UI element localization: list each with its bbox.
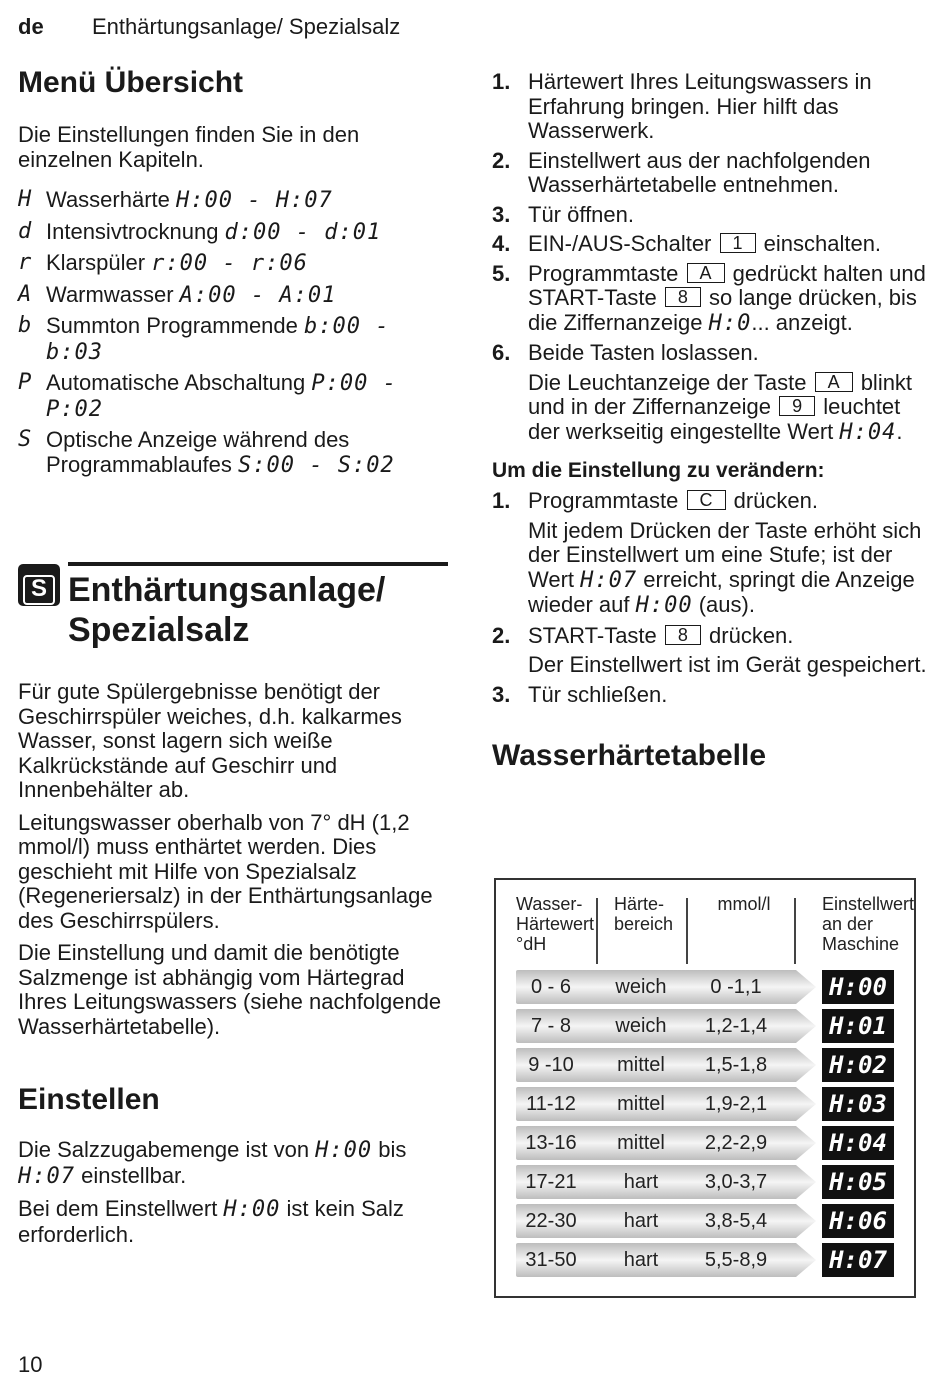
segment-value: H:00: [635, 593, 693, 618]
menu-heading: Menü Übersicht: [18, 66, 244, 99]
cell-dh: 17-21: [525, 1171, 577, 1193]
language-code: de: [18, 14, 44, 39]
segment-value: H:07: [580, 567, 638, 593]
step-text: EIN-/AUS-Schalter: [528, 231, 718, 256]
header-title: Enthärtungsanlage/ Spezialsalz: [92, 14, 401, 39]
menu-item-text: Summton Programmende: [46, 313, 304, 338]
menu-letter: d: [18, 218, 32, 244]
step-text: Mit jedem Drücken der Taste erhöht sich der Einstellwert um eine Stufe; ist der Wert: [528, 517, 922, 592]
menu-item-drying: [18, 220, 448, 246]
cell-dh: 11-12: [526, 1093, 576, 1115]
text: einstellbar.: [74, 1162, 187, 1188]
change-step-3: [492, 683, 932, 708]
segment-value: H:00: [223, 1197, 281, 1222]
segment-value: H:0: [708, 310, 752, 336]
text: bis: [372, 1137, 407, 1162]
step-number: 6.: [492, 340, 511, 365]
cell-dh: 9 -10: [528, 1054, 574, 1076]
key-8-label: 8: [665, 287, 701, 307]
cell-range: hart: [623, 1210, 659, 1232]
menu-item-autooff: [18, 371, 448, 422]
col-header-mmol: mmol/l: [717, 894, 771, 914]
cell-range: mittel: [617, 1132, 665, 1154]
setting-display: H:06: [822, 1204, 894, 1238]
step-number: 2.: [492, 622, 511, 648]
cell-range: weich: [615, 1015, 667, 1037]
step-text: gedrückt halten und START-Taste: [528, 260, 926, 310]
text: Die Salzzugabemenge ist von: [18, 1137, 316, 1162]
change-step-1-detail: [528, 519, 932, 619]
step-6-detail: [528, 371, 932, 446]
cell-mmol: 0 -1,1: [710, 976, 762, 998]
menu-letter: P: [18, 370, 32, 395]
change-step-1: [492, 489, 932, 619]
key-8-label: 8: [665, 625, 701, 645]
menu-item-text: Wasserhärte: [46, 187, 177, 212]
segment-value: H:07: [18, 1163, 75, 1189]
key-a-label: A: [687, 263, 725, 283]
change-heading: Um die Einstellung zu verändern:: [492, 459, 825, 482]
cell-mmol: 5,5-8,9: [704, 1249, 768, 1271]
page-header: [18, 14, 400, 40]
right-column: [492, 70, 932, 772]
menu-item-text: Klarspüler: [46, 250, 152, 275]
step-text: Tür öffnen.: [528, 201, 634, 227]
change-steps: [492, 489, 932, 707]
menu-letter: b: [18, 313, 32, 338]
key-1-label: 1: [720, 233, 756, 253]
col-header-dh: Wasser- Härtewert °dH: [516, 894, 595, 954]
table-row: [516, 1009, 816, 1043]
column-divider: [794, 898, 796, 964]
cell-dh: 31-50: [525, 1249, 577, 1271]
menu-item-text: Warmwasser: [46, 281, 180, 307]
menu-item-range: S:00 - S:02: [237, 452, 395, 478]
step-text: ... anzeigt.: [751, 309, 853, 335]
menu-list: [18, 188, 448, 478]
text: ist kein Salz erforderlich.: [18, 1196, 404, 1247]
change-step-2: [492, 624, 932, 678]
change-step-2-detail: Der Einstellwert ist im Gerät gespeichert.: [528, 652, 927, 677]
einstellen-heading: Einstellen: [18, 1083, 160, 1116]
step-1: [492, 70, 932, 144]
step-text: einschalten.: [757, 231, 882, 256]
einstellen-para-1: [18, 1138, 448, 1189]
step-text: so lange drücken, bis die Ziffernanzeige: [528, 285, 917, 335]
step-number: 3.: [492, 681, 511, 707]
step-text: blinkt und in der Ziffernanzeige: [528, 369, 913, 419]
step-4: [492, 232, 932, 257]
key-a-label: A: [815, 372, 853, 392]
col-header-range: Härte- bereich: [614, 894, 674, 934]
step-5: [492, 262, 932, 337]
menu-item-range: A:00 - A:01: [179, 282, 337, 308]
menu-item-text: Intensivtrocknung: [46, 218, 225, 244]
section-title-line1: Enthärtungsanlage/: [68, 571, 386, 609]
cell-mmol: 1,5-1,8: [704, 1054, 768, 1076]
table-row: [516, 1243, 816, 1277]
menu-item-range: P:00 - P:02: [46, 371, 397, 422]
table-heading: Wasserhärtetabelle: [492, 739, 767, 772]
table-row: [516, 1048, 816, 1082]
setting-display: H:01: [822, 1009, 894, 1043]
table-row: [516, 1204, 816, 1238]
cell-range: weich: [615, 976, 667, 998]
step-text: Programmtaste: [528, 488, 685, 513]
menu-item-range: r:00 - r:06: [151, 251, 308, 276]
step-text: (aus).: [692, 592, 755, 617]
step-number: 3.: [492, 201, 511, 227]
menu-item-text: Optische Anzeige während des Programmablaufes: [46, 427, 350, 477]
setting-display: H:00: [822, 970, 894, 1004]
table-row: [516, 970, 816, 1004]
step-text: Härtewert Ihres Leitungswassers in Erfahrung bringen. Hier hilft das Wasserwerk.: [528, 69, 872, 143]
step-text: drücken.: [727, 488, 818, 513]
step-number: 5.: [492, 260, 511, 286]
step-number: 1.: [492, 488, 511, 513]
setting-display: H:03: [822, 1087, 894, 1121]
step-text: Einstellwert aus der nachfolgenden Wasserhärtetabelle entnehmen.: [528, 147, 871, 197]
step-text: Die Leuchtanzeige der Taste: [528, 369, 813, 395]
cell-dh: 22-30: [525, 1210, 577, 1232]
setting-display: H:04: [822, 1126, 894, 1160]
cell-mmol: 3,8-5,4: [704, 1210, 768, 1232]
key-c-label: C: [687, 490, 726, 510]
cell-mmol: 2,2-2,9: [704, 1132, 768, 1154]
einstellen-para-2: [18, 1197, 448, 1247]
menu-item-text: Automatische Abschaltung: [46, 370, 312, 395]
setup-steps: [492, 70, 932, 445]
step-number: 1.: [492, 69, 511, 94]
section-title-line2: Spezialsalz: [68, 611, 250, 649]
menu-letter: A: [18, 281, 32, 307]
table-row: [516, 1165, 816, 1199]
step-text: START-Taste: [528, 622, 663, 648]
cell-range: hart: [623, 1249, 659, 1271]
section-para-2: Leitungswasser oberhalb von 7° dH (1,2 mmol/l) muss enthärtet werden. Dies geschieht mit Hilfe von Spezialsalz (Regeneriersalz) in der Enthärtungsanlage des Geschirrspülers.: [18, 809, 433, 933]
cell-mmol: 1,2-1,4: [704, 1015, 768, 1037]
menu-letter: S: [18, 427, 32, 452]
cell-range: mittel: [617, 1054, 665, 1076]
hardness-table: [494, 878, 916, 1298]
salt-icon: [18, 564, 60, 606]
cell-mmol: 1,9-2,1: [704, 1093, 768, 1115]
menu-item-display: [18, 428, 448, 478]
table-row: [516, 1087, 816, 1121]
cell-range: mittel: [617, 1093, 665, 1115]
column-divider: [596, 898, 598, 964]
menu-item-range: H:00 - H:07: [176, 188, 333, 213]
segment-value: H:00: [315, 1138, 373, 1163]
menu-intro: Die Einstellungen finden Sie in den einzelnen Kapiteln.: [18, 122, 360, 172]
table-row: [516, 1126, 816, 1160]
setting-display: H:05: [822, 1165, 894, 1199]
col-header-setting: Einstellwert an der Maschine: [822, 894, 915, 954]
menu-item-range: b:00 - b:03: [46, 314, 390, 365]
menu-item-buzzer: [18, 314, 448, 365]
step-number: 2.: [492, 147, 511, 173]
section-header: [30, 562, 448, 650]
text: Bei dem Einstellwert: [18, 1196, 224, 1221]
step-text: erreicht, springt die Anzeige wieder auf: [528, 566, 915, 617]
cell-dh: 13-16: [525, 1132, 577, 1154]
menu-letter: H: [18, 187, 32, 212]
cell-mmol: 3,0-3,7: [704, 1171, 768, 1193]
step-2: [492, 149, 932, 198]
step-text: Beide Tasten loslassen.: [528, 340, 759, 365]
step-text: Programmtaste: [528, 260, 685, 286]
cell-dh: 7 - 8: [530, 1015, 572, 1037]
section-para-1: Für gute Spülergebnisse benötigt der Geschirrspüler weiches, d.h. kalkarmes Wasser, sonst lagern sich weiße Kalkrückstände auf Geschirr und Innenbehälter ab.: [18, 679, 402, 802]
setting-display: H:02: [822, 1048, 894, 1082]
menu-item-hardness: [18, 188, 448, 214]
column-divider: [686, 898, 688, 964]
setting-display: H:07: [822, 1243, 894, 1277]
cell-dh: 0 - 6: [530, 976, 572, 998]
menu-item-rinse: [18, 251, 448, 277]
menu-item-range: d:00 - d:01: [224, 219, 382, 245]
segment-value: H:04: [839, 419, 897, 445]
page-number: 10: [18, 1352, 43, 1377]
cell-range: hart: [623, 1171, 659, 1193]
step-3: [492, 203, 932, 228]
step-text: .: [896, 418, 903, 444]
step-6: [492, 341, 932, 445]
menu-item-warmwater: [18, 283, 448, 309]
step-text: leuchtet der werkseitig eingestellte Wert: [528, 394, 901, 444]
key-9-label: 9: [779, 396, 815, 416]
left-column: [18, 66, 448, 1247]
section-para-3: Die Einstellung und damit die benötigte Salzmenge ist abhängig vom Härtegrad Ihres Leitungswassers (siehe nachfolgende Wasserhärtetabelle).: [18, 940, 442, 1039]
step-text: drücken.: [702, 622, 794, 648]
step-text: Tür schließen.: [528, 681, 668, 707]
step-number: 4.: [492, 231, 511, 256]
salt-icon-letter: S: [23, 575, 55, 605]
menu-letter: r: [18, 250, 32, 275]
